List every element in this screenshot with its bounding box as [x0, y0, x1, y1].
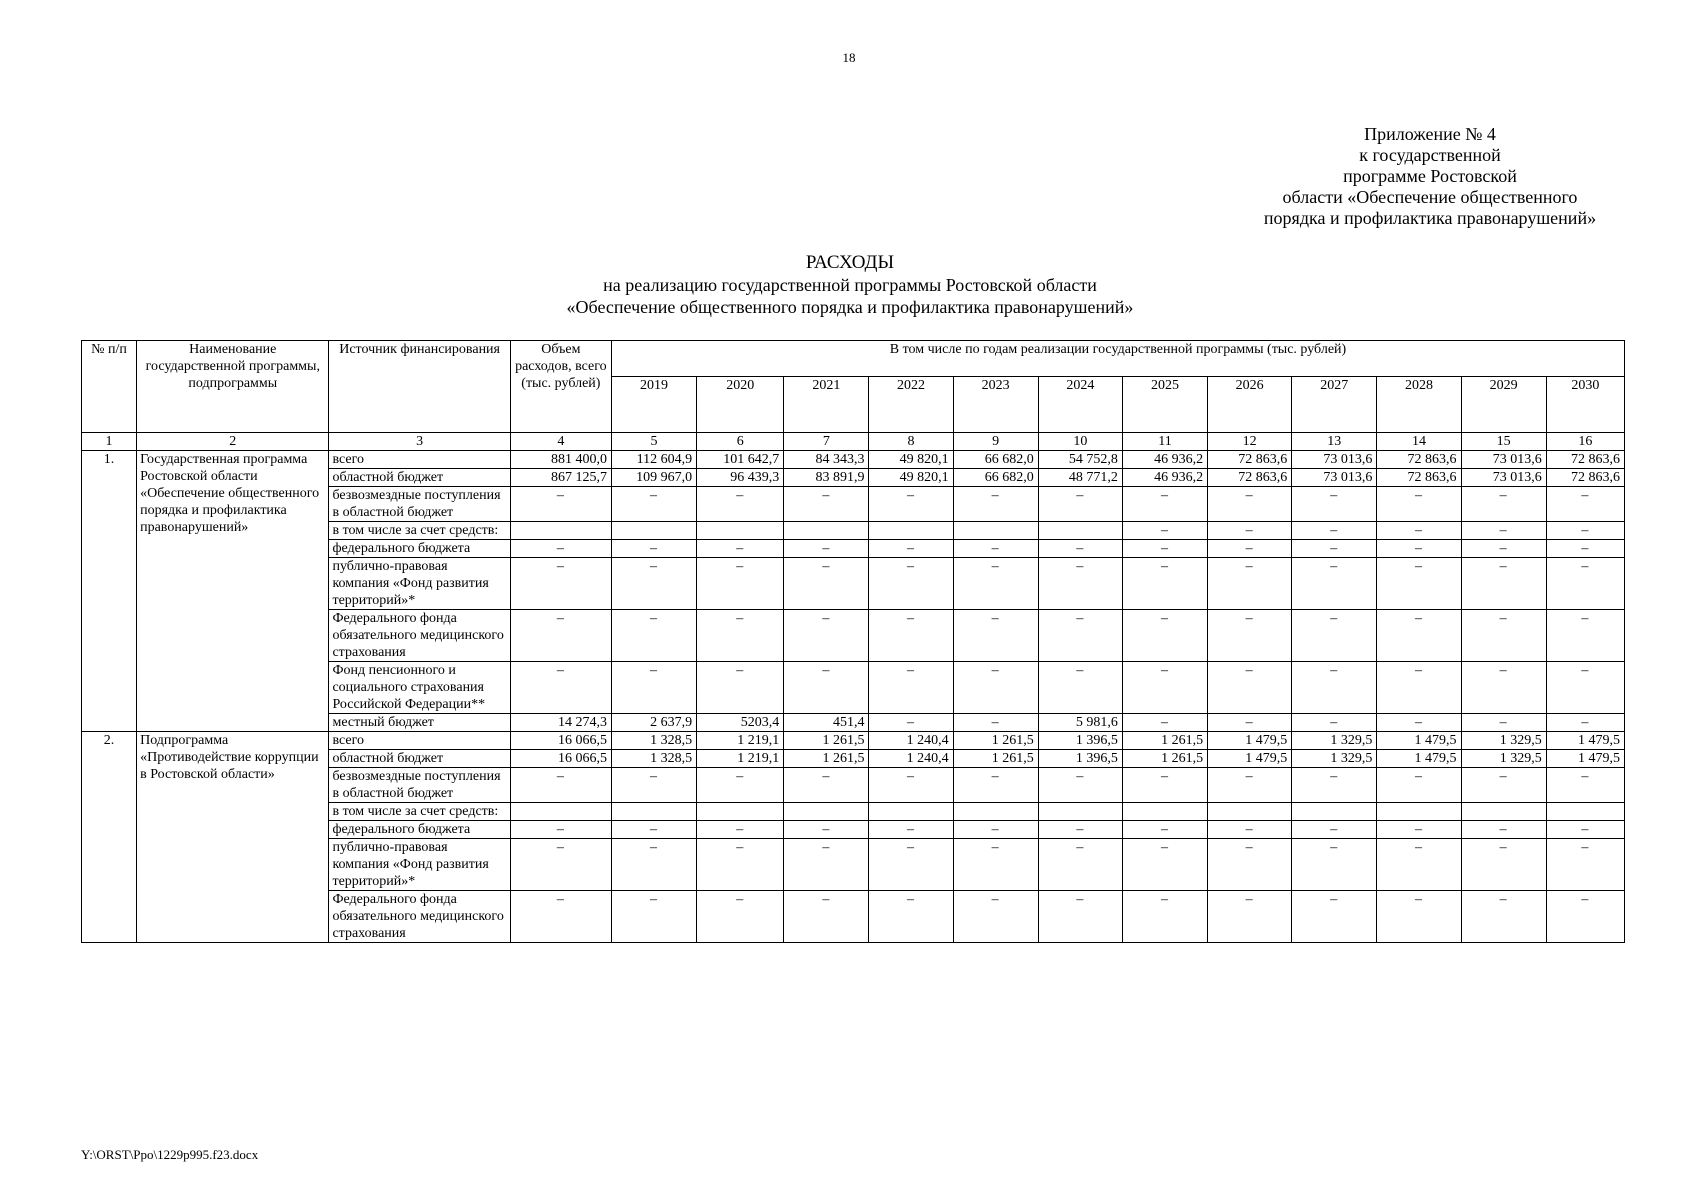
- file-path-footer: Y:\ORST\Ppo\1229p995.f23.docx: [81, 1147, 259, 1162]
- year-value: [869, 803, 953, 821]
- total-value: 14 274,3: [510, 714, 611, 732]
- year-value: –: [1208, 522, 1292, 540]
- section-index: 2.: [82, 732, 137, 943]
- column-number: 12: [1208, 433, 1292, 451]
- year-value: [1546, 803, 1624, 821]
- funding-source: безвозмездные поступления в областной бюджет: [329, 487, 510, 522]
- year-value: –: [1038, 821, 1122, 839]
- year-value: 1 261,5: [784, 750, 869, 768]
- funding-source: всего: [329, 451, 510, 469]
- year-value: –: [1461, 540, 1546, 558]
- total-value: –: [510, 558, 611, 610]
- header-year: 2030: [1546, 377, 1624, 433]
- header-number: № п/п: [82, 341, 137, 433]
- column-number: 7: [784, 433, 869, 451]
- year-value: –: [869, 540, 953, 558]
- year-value: –: [1122, 714, 1207, 732]
- year-value: –: [697, 891, 784, 943]
- column-number: 14: [1377, 433, 1461, 451]
- year-value: –: [869, 839, 953, 891]
- year-value: –: [1208, 487, 1292, 522]
- header-name: Наименование государственной программы, подпрограммы: [137, 341, 329, 433]
- section-name: Подпрограмма «Противодействие коррупции в Ростовской области»: [137, 732, 329, 943]
- page-number: 18: [842, 50, 856, 65]
- year-value: –: [1122, 610, 1207, 662]
- year-value: –: [1546, 714, 1624, 732]
- year-value: –: [611, 768, 696, 803]
- header-year: 2027: [1292, 377, 1377, 433]
- year-value: –: [784, 540, 869, 558]
- year-value: 73 013,6: [1461, 451, 1546, 469]
- total-value: [510, 522, 611, 540]
- year-value: –: [1461, 558, 1546, 610]
- year-value: –: [1461, 610, 1546, 662]
- year-value: [1122, 803, 1207, 821]
- year-value: –: [697, 839, 784, 891]
- year-value: –: [869, 487, 953, 522]
- year-value: –: [1546, 522, 1624, 540]
- column-number: 1: [82, 433, 137, 451]
- year-value: –: [869, 714, 953, 732]
- year-value: –: [1546, 839, 1624, 891]
- year-value: –: [1546, 662, 1624, 714]
- year-value: –: [953, 558, 1038, 610]
- year-value: –: [1038, 768, 1122, 803]
- year-value: –: [869, 662, 953, 714]
- year-value: –: [953, 714, 1038, 732]
- year-value: –: [611, 558, 696, 610]
- total-value: –: [510, 610, 611, 662]
- year-value: –: [869, 891, 953, 943]
- column-number: 15: [1461, 433, 1546, 451]
- year-value: –: [1122, 891, 1207, 943]
- funding-source: областной бюджет: [329, 750, 510, 768]
- year-value: –: [1292, 610, 1377, 662]
- year-value: 1 240,4: [869, 732, 953, 750]
- year-value: –: [697, 487, 784, 522]
- column-number: 16: [1546, 433, 1624, 451]
- total-value: 16 066,5: [510, 750, 611, 768]
- year-value: –: [1208, 891, 1292, 943]
- year-value: –: [697, 821, 784, 839]
- year-value: –: [1038, 610, 1122, 662]
- year-value: 1 479,5: [1546, 750, 1624, 768]
- column-number: 8: [869, 433, 953, 451]
- year-value: –: [1292, 891, 1377, 943]
- total-value: –: [510, 540, 611, 558]
- year-value: 72 863,6: [1546, 469, 1624, 487]
- year-value: –: [784, 821, 869, 839]
- year-value: –: [784, 610, 869, 662]
- year-value: –: [1122, 540, 1207, 558]
- year-value: –: [784, 662, 869, 714]
- year-value: 1 329,5: [1461, 732, 1546, 750]
- year-value: –: [1122, 662, 1207, 714]
- total-value: –: [510, 839, 611, 891]
- year-value: –: [1292, 839, 1377, 891]
- year-value: –: [1377, 540, 1461, 558]
- funding-source: всего: [329, 732, 510, 750]
- year-value: 1 479,5: [1208, 750, 1292, 768]
- year-value: –: [1292, 540, 1377, 558]
- year-value: –: [1038, 891, 1122, 943]
- year-value: –: [611, 891, 696, 943]
- year-value: –: [1377, 891, 1461, 943]
- year-value: [697, 803, 784, 821]
- year-value: [1208, 803, 1292, 821]
- year-value: –: [1377, 558, 1461, 610]
- year-value: –: [1461, 821, 1546, 839]
- year-value: 1 240,4: [869, 750, 953, 768]
- year-value: 1 396,5: [1038, 732, 1122, 750]
- appendix-line: порядка и профилактика правонарушений»: [1263, 208, 1597, 228]
- year-value: 72 863,6: [1208, 469, 1292, 487]
- year-value: [1038, 522, 1122, 540]
- total-value: –: [510, 891, 611, 943]
- year-value: 72 863,6: [1208, 451, 1292, 469]
- year-value: –: [1292, 558, 1377, 610]
- funding-source: в том числе за счет средств:: [329, 803, 510, 821]
- year-value: 54 752,8: [1038, 451, 1122, 469]
- year-value: 1 219,1: [697, 732, 784, 750]
- year-value: –: [1038, 839, 1122, 891]
- funding-source: федерального бюджета: [329, 540, 510, 558]
- year-value: [953, 522, 1038, 540]
- year-value: 1 328,5: [611, 732, 696, 750]
- year-value: –: [869, 821, 953, 839]
- year-value: 73 013,6: [1292, 451, 1377, 469]
- header-year: 2029: [1461, 377, 1546, 433]
- year-value: 1 261,5: [953, 732, 1038, 750]
- funding-source: Фонд пенсионного и социального страхования Российской Федерации**: [329, 662, 510, 714]
- year-value: –: [1546, 821, 1624, 839]
- year-value: –: [1546, 610, 1624, 662]
- year-value: 1 479,5: [1546, 732, 1624, 750]
- year-value: –: [1546, 558, 1624, 610]
- column-number: 11: [1122, 433, 1207, 451]
- year-value: 109 967,0: [611, 469, 696, 487]
- year-value: –: [1208, 821, 1292, 839]
- year-value: [869, 522, 953, 540]
- year-value: –: [1292, 662, 1377, 714]
- year-value: 1 261,5: [953, 750, 1038, 768]
- year-value: –: [1122, 821, 1207, 839]
- column-number: 6: [697, 433, 784, 451]
- year-value: –: [1038, 540, 1122, 558]
- year-value: –: [1038, 487, 1122, 522]
- funding-source: областной бюджет: [329, 469, 510, 487]
- year-value: 46 936,2: [1122, 469, 1207, 487]
- year-value: –: [953, 610, 1038, 662]
- year-value: [1377, 803, 1461, 821]
- year-value: –: [1461, 714, 1546, 732]
- year-value: –: [1377, 714, 1461, 732]
- header-year: 2025: [1122, 377, 1207, 433]
- year-value: –: [1377, 839, 1461, 891]
- year-value: –: [1292, 768, 1377, 803]
- funding-source: Федерального фонда обязательного медицинского страхования: [329, 610, 510, 662]
- year-value: 1 219,1: [697, 750, 784, 768]
- year-value: [611, 522, 696, 540]
- year-value: 1 479,5: [1377, 732, 1461, 750]
- column-number: 3: [329, 433, 510, 451]
- year-value: 2 637,9: [611, 714, 696, 732]
- year-value: 96 439,3: [697, 469, 784, 487]
- table-row: [82, 451, 1625, 469]
- year-value: –: [1461, 522, 1546, 540]
- column-number: 13: [1292, 433, 1377, 451]
- year-value: –: [1208, 610, 1292, 662]
- year-value: –: [1546, 540, 1624, 558]
- expenses-table: [81, 340, 1625, 943]
- year-value: 1 261,5: [1122, 750, 1207, 768]
- header-year: 2026: [1208, 377, 1292, 433]
- year-value: –: [1292, 821, 1377, 839]
- year-value: –: [1038, 662, 1122, 714]
- funding-source: местный бюджет: [329, 714, 510, 732]
- year-value: 46 936,2: [1122, 451, 1207, 469]
- column-number: 9: [953, 433, 1038, 451]
- appendix-line: Приложение № 4: [1364, 124, 1496, 144]
- column-numbers-row: [82, 433, 1625, 451]
- year-value: 101 642,7: [697, 451, 784, 469]
- header-by-years: В том числе по годам реализации государственной программы (тыс. рублей): [611, 341, 1624, 377]
- header-year: 2019: [611, 377, 696, 433]
- year-value: –: [1377, 487, 1461, 522]
- year-value: –: [697, 558, 784, 610]
- year-value: –: [953, 487, 1038, 522]
- header-year: 2020: [697, 377, 784, 433]
- year-value: –: [784, 558, 869, 610]
- total-value: 16 066,5: [510, 732, 611, 750]
- year-value: –: [1292, 522, 1377, 540]
- year-value: –: [611, 821, 696, 839]
- year-value: 1 261,5: [784, 732, 869, 750]
- funding-source: безвозмездные поступления в областной бюджет: [329, 768, 510, 803]
- year-value: 1 479,5: [1208, 732, 1292, 750]
- total-value: –: [510, 821, 611, 839]
- year-value: –: [611, 487, 696, 522]
- column-number: 4: [510, 433, 611, 451]
- year-value: –: [1377, 610, 1461, 662]
- year-value: –: [611, 662, 696, 714]
- document-title: [410, 252, 1290, 318]
- year-value: –: [953, 839, 1038, 891]
- year-value: 72 863,6: [1377, 469, 1461, 487]
- year-value: –: [1208, 768, 1292, 803]
- table-row: [82, 732, 1625, 750]
- year-value: –: [697, 768, 784, 803]
- section-index: 1.: [82, 451, 137, 732]
- year-value: –: [784, 487, 869, 522]
- header-total: Объем расходов, всего (тыс. рублей): [510, 341, 611, 433]
- appendix-line: области «Обеспечение общественного: [1282, 187, 1578, 207]
- year-value: 83 891,9: [784, 469, 869, 487]
- year-value: –: [1122, 487, 1207, 522]
- year-value: 1 328,5: [611, 750, 696, 768]
- title-line: «Обеспечение общественного порядка и профилактика правонарушений»: [566, 297, 1134, 317]
- year-value: –: [1377, 821, 1461, 839]
- year-value: 5 981,6: [1038, 714, 1122, 732]
- year-value: –: [1461, 662, 1546, 714]
- year-value: –: [1461, 839, 1546, 891]
- year-value: 1 479,5: [1377, 750, 1461, 768]
- year-value: –: [697, 540, 784, 558]
- funding-source: Федерального фонда обязательного медицинского страхования: [329, 891, 510, 943]
- title-main: РАСХОДЫ: [805, 252, 895, 273]
- funding-source: в том числе за счет средств:: [329, 522, 510, 540]
- year-value: –: [1122, 768, 1207, 803]
- year-value: –: [869, 558, 953, 610]
- year-value: –: [1038, 558, 1122, 610]
- year-value: –: [953, 768, 1038, 803]
- header-source: Источник финансирования: [329, 341, 510, 433]
- year-value: –: [697, 662, 784, 714]
- year-value: –: [611, 610, 696, 662]
- column-number: 2: [137, 433, 329, 451]
- total-value: –: [510, 768, 611, 803]
- year-value: 1 261,5: [1122, 732, 1207, 750]
- year-value: 1 396,5: [1038, 750, 1122, 768]
- year-value: –: [1208, 558, 1292, 610]
- year-value: –: [611, 839, 696, 891]
- appendix-line: к государственной: [1359, 145, 1501, 165]
- year-value: –: [1377, 522, 1461, 540]
- column-number: 5: [611, 433, 696, 451]
- funding-source: публично-правовая компания «Фонд развития территорий»*: [329, 839, 510, 891]
- year-value: 72 863,6: [1377, 451, 1461, 469]
- year-value: –: [611, 540, 696, 558]
- year-value: 66 682,0: [953, 451, 1038, 469]
- year-value: 5203,4: [697, 714, 784, 732]
- year-value: –: [1546, 768, 1624, 803]
- year-value: –: [697, 610, 784, 662]
- header-year: 2023: [953, 377, 1038, 433]
- year-value: [1038, 803, 1122, 821]
- year-value: –: [1546, 891, 1624, 943]
- title-line: на реализацию государственной программы Ростовской области: [603, 275, 1097, 295]
- header-year: 2028: [1377, 377, 1461, 433]
- header-year: 2024: [1038, 377, 1122, 433]
- year-value: 451,4: [784, 714, 869, 732]
- year-value: –: [1208, 540, 1292, 558]
- year-value: 1 329,5: [1292, 732, 1377, 750]
- year-value: 72 863,6: [1546, 451, 1624, 469]
- year-value: –: [1377, 662, 1461, 714]
- section-name: Государственная программа Ростовской области «Обеспечение общественного порядка и профилактика правонарушений»: [137, 451, 329, 732]
- year-value: –: [1461, 487, 1546, 522]
- funding-source: публично-правовая компания «Фонд развития территорий»*: [329, 558, 510, 610]
- year-value: [953, 803, 1038, 821]
- year-value: –: [1208, 662, 1292, 714]
- total-value: –: [510, 487, 611, 522]
- year-value: –: [1208, 839, 1292, 891]
- year-value: [611, 803, 696, 821]
- year-value: –: [869, 768, 953, 803]
- header-year: 2022: [869, 377, 953, 433]
- total-value: 867 125,7: [510, 469, 611, 487]
- total-value: 881 400,0: [510, 451, 611, 469]
- year-value: –: [1122, 522, 1207, 540]
- year-value: 1 329,5: [1292, 750, 1377, 768]
- year-value: 1 329,5: [1461, 750, 1546, 768]
- year-value: 112 604,9: [611, 451, 696, 469]
- year-value: –: [1122, 558, 1207, 610]
- year-value: [784, 803, 869, 821]
- year-value: –: [1122, 839, 1207, 891]
- year-value: [697, 522, 784, 540]
- total-value: –: [510, 662, 611, 714]
- year-value: 73 013,6: [1461, 469, 1546, 487]
- year-value: 84 343,3: [784, 451, 869, 469]
- year-value: –: [1461, 768, 1546, 803]
- year-value: 73 013,6: [1292, 469, 1377, 487]
- year-value: 49 820,1: [869, 451, 953, 469]
- header-year: 2021: [784, 377, 869, 433]
- year-value: 48 771,2: [1038, 469, 1122, 487]
- year-value: –: [1208, 714, 1292, 732]
- year-value: –: [953, 540, 1038, 558]
- column-number: 10: [1038, 433, 1122, 451]
- year-value: –: [1292, 487, 1377, 522]
- total-value: [510, 803, 611, 821]
- year-value: –: [953, 821, 1038, 839]
- year-value: –: [1292, 714, 1377, 732]
- year-value: –: [1461, 891, 1546, 943]
- year-value: [1461, 803, 1546, 821]
- year-value: 49 820,1: [869, 469, 953, 487]
- year-value: [784, 522, 869, 540]
- year-value: –: [953, 891, 1038, 943]
- year-value: [1292, 803, 1377, 821]
- year-value: –: [869, 610, 953, 662]
- year-value: –: [784, 768, 869, 803]
- year-value: –: [1377, 768, 1461, 803]
- year-value: –: [784, 839, 869, 891]
- year-value: 66 682,0: [953, 469, 1038, 487]
- funding-source: федерального бюджета: [329, 821, 510, 839]
- appendix-note: [1230, 124, 1630, 229]
- year-value: –: [1546, 487, 1624, 522]
- year-value: –: [784, 891, 869, 943]
- year-value: –: [953, 662, 1038, 714]
- appendix-line: программе Ростовской: [1343, 166, 1517, 186]
